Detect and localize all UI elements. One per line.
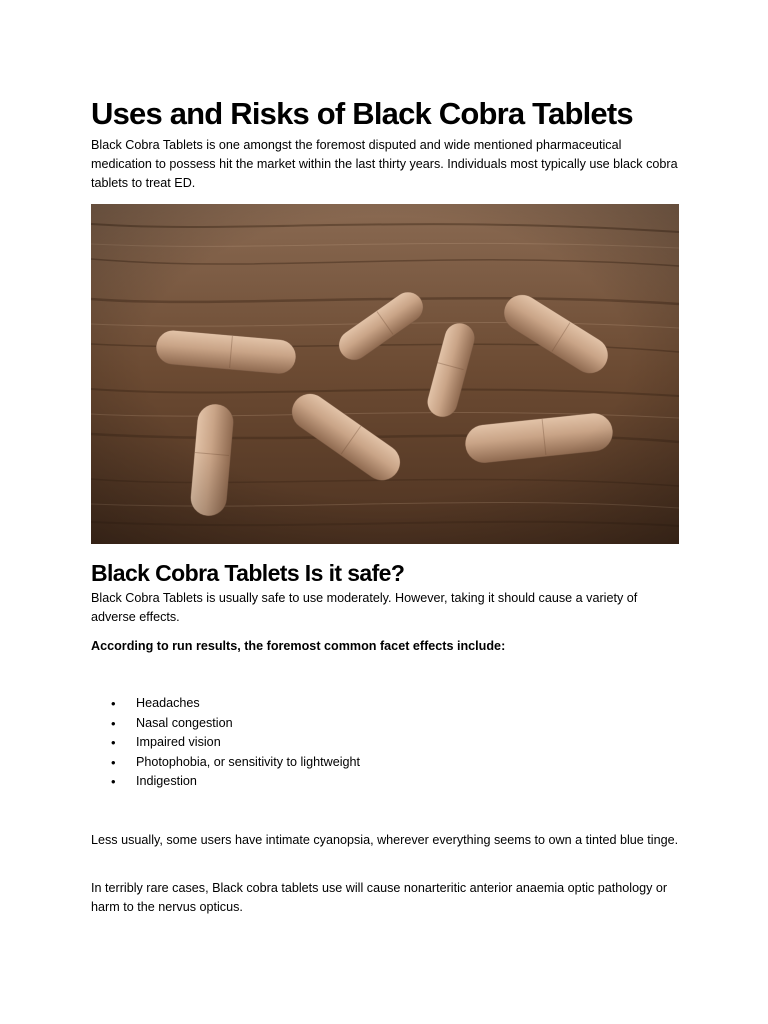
side-effects-intro: According to run results, the foremost common facet effects include: (91, 639, 506, 653)
list-item-text: Indigestion (136, 774, 197, 788)
rare-cases-paragraph: In terribly rare cases, Black cobra tablets use will cause nonarteritic anterior anaemia optic pathology or harm to the nervus opticus. (91, 881, 668, 914)
list-item (91, 714, 360, 734)
intro-paragraph: Black Cobra Tablets is one amongst the foremost disputed and wide mentioned pharmaceutical medication to possess hit the market within the last thirty years. Individuals most typically use black cobra tablets to treat ED. (91, 138, 678, 190)
page-title: Uses and Risks of Black Cobra Tablets (91, 96, 633, 131)
safety-paragraph: Black Cobra Tablets is usually safe to use moderately. However, taking it should cause a variety of adverse effects. (91, 591, 638, 624)
list-item-text: Headaches (136, 696, 200, 710)
list-item-text: Nasal congestion (136, 715, 233, 730)
list-item-text: Photophobia, or sensitivity to lightweight (136, 754, 361, 769)
list-item-text: Impaired vision (136, 735, 221, 749)
list-item (91, 733, 360, 753)
side-effects-list (91, 694, 360, 792)
bullet-icon: • (111, 735, 116, 750)
bullet-icon: • (111, 774, 116, 789)
list-item (91, 753, 360, 773)
cyanopsia-paragraph: Less usually, some users have intimate cyanopsia, wherever everything seems to own a tinted blue tinge. (91, 833, 679, 847)
capsules-photo (91, 204, 679, 544)
bullet-icon: • (111, 754, 116, 770)
list-item (91, 772, 360, 792)
list-item (91, 694, 360, 714)
bullet-icon: • (111, 696, 116, 711)
bullet-icon: • (111, 715, 116, 731)
section-heading: Black Cobra Tablets Is it safe? (91, 560, 405, 586)
